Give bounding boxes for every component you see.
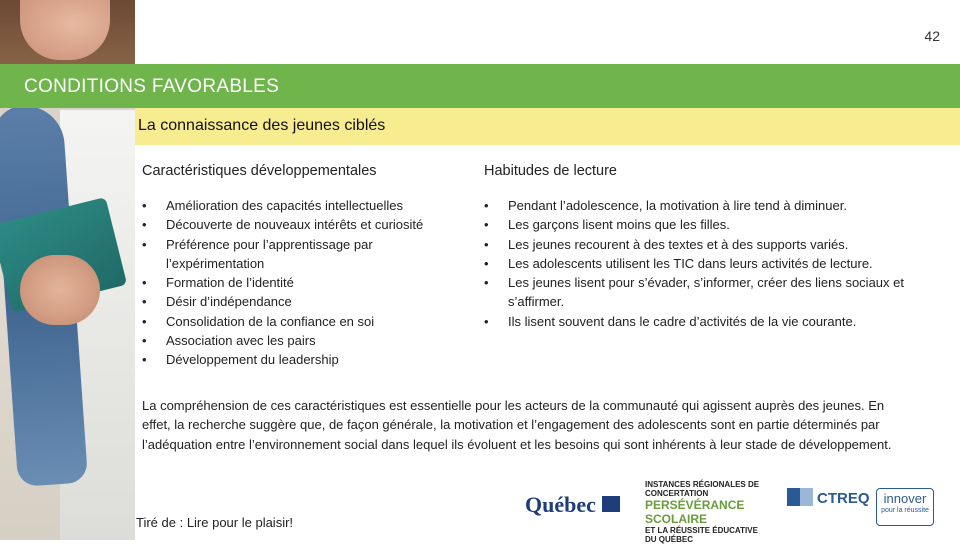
left-column-title: Caractéristiques développementales bbox=[142, 163, 377, 179]
list-item: • Association avec les pairs bbox=[142, 331, 467, 350]
list-item: • Les jeunes lisent pour s’évader, s’informer, créer des liens sociaux et s’affirmer. bbox=[484, 273, 914, 312]
reading-habits-list bbox=[484, 196, 914, 331]
list-item: • Amélioration des capacités intellectuelles bbox=[142, 196, 467, 215]
irc-logo-line3: ET LA RÉUSSITE ÉDUCATIVE DU QUÉBEC bbox=[645, 526, 758, 544]
section-title: CONDITIONS FAVORABLES bbox=[24, 76, 280, 97]
photo-hand bbox=[20, 255, 100, 325]
list-item: • Découverte de nouveaux intérêts et curiosité bbox=[142, 215, 467, 234]
innover-logo-tagline: pour la réussite bbox=[881, 507, 929, 514]
list-item: • Les garçons lisent moins que les filles. bbox=[484, 215, 914, 234]
slide-number: 42 bbox=[924, 28, 940, 44]
quebec-logo-text: Québec bbox=[525, 492, 596, 517]
list-item: • Pendant l’adolescence, la motivation à lire tend à diminuer. bbox=[484, 196, 914, 215]
ctreq-logo bbox=[787, 488, 870, 507]
subtitle-bar bbox=[135, 108, 960, 145]
irc-logo-line1: INSTANCES RÉGIONALES DE CONCERTATION bbox=[645, 480, 760, 498]
subtitle: La connaissance des jeunes ciblés bbox=[138, 117, 386, 134]
ctreq-mark-icon bbox=[787, 488, 813, 506]
source-citation: Tiré de : Lire pour le plaisir! bbox=[136, 515, 294, 530]
innover-logo-text: innover bbox=[883, 491, 927, 506]
list-item: • Consolidation de la confiance en soi bbox=[142, 312, 467, 331]
right-column-title: Habitudes de lecture bbox=[484, 163, 617, 179]
list-item: • Préférence pour l’apprentissage par l’expérimentation bbox=[142, 235, 467, 274]
summary-paragraph: La compréhension de ces caractéristiques est essentielle pour les acteurs de la communauté qui agissent auprès des jeunes. En effet, la recherche suggère que, de façon générale, la motivation et l’engagement des adolescents sont en partie déterminés par l’adéquation entre l’environnement social dans lequel ils évoluent et les besoins qui sont inhérents à leur stade de développement. bbox=[142, 398, 892, 452]
list-item: • Les jeunes recourent à des textes et à des supports variés. bbox=[484, 235, 914, 254]
list-item: • Ils lisent souvent dans le cadre d’activités de la vie courante. bbox=[484, 312, 914, 331]
list-item: • Formation de l’identité bbox=[142, 273, 467, 292]
innover-logo bbox=[876, 488, 934, 526]
ctreq-logo-text: CTREQ bbox=[817, 490, 870, 507]
section-header bbox=[0, 64, 960, 108]
irc-logo bbox=[645, 480, 767, 544]
list-item: • Les adolescents utilisent les TIC dans leurs activités de lecture. bbox=[484, 254, 914, 273]
list-item: • Désir d’indépendance bbox=[142, 292, 467, 311]
list-item: • Développement du leadership bbox=[142, 350, 467, 369]
fleur-de-lys-icon bbox=[600, 494, 622, 514]
developmental-list bbox=[142, 196, 467, 370]
quebec-logo bbox=[525, 492, 622, 518]
irc-logo-line2: PERSÉVÉRANCE SCOLAIRE bbox=[645, 498, 745, 526]
